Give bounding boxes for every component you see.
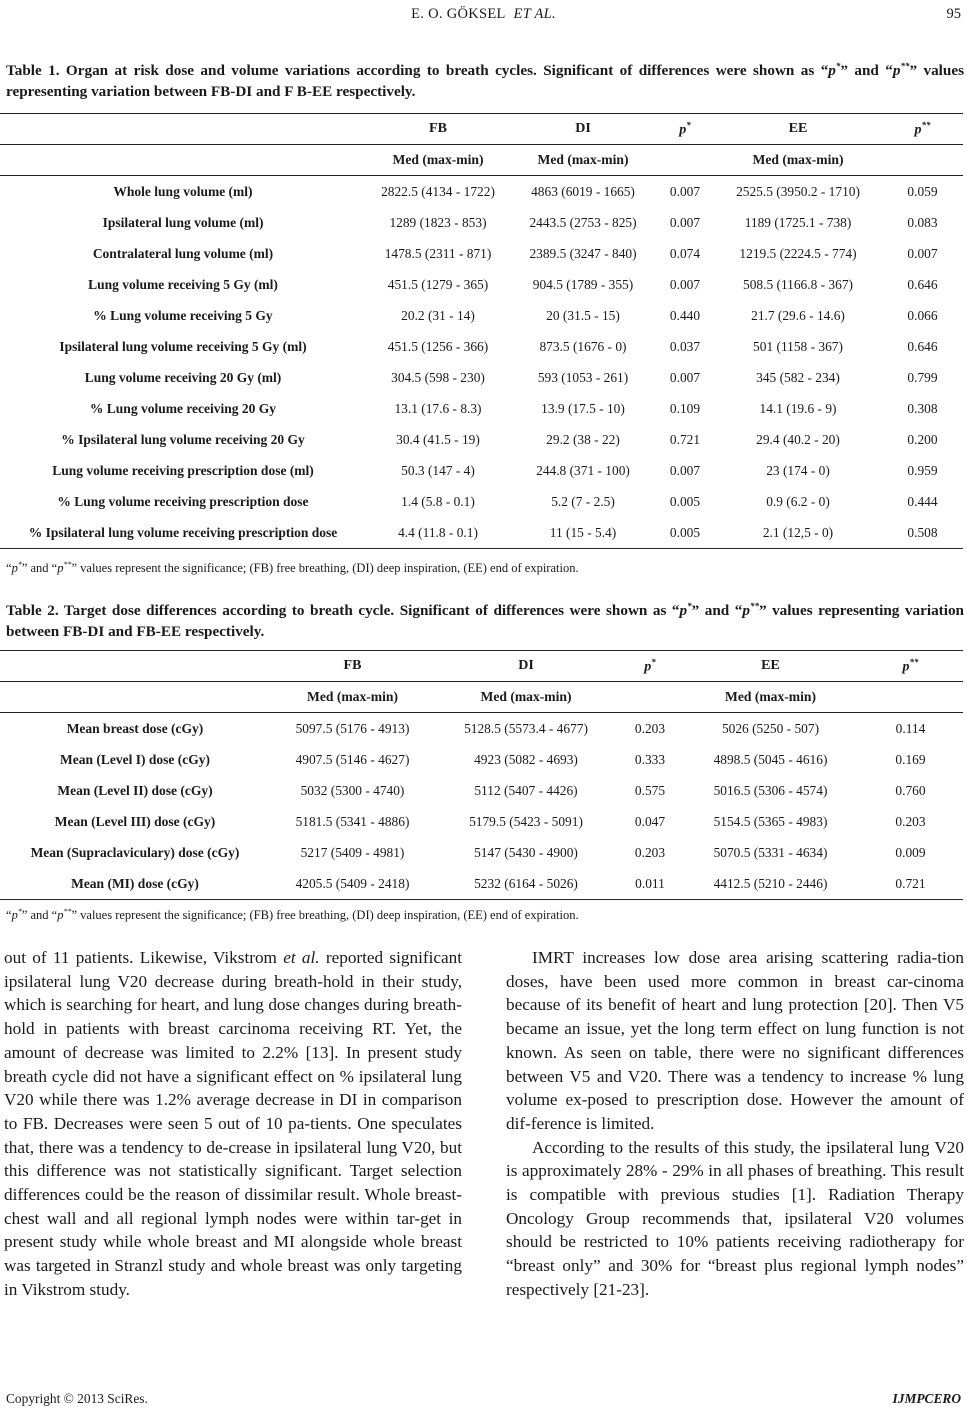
table-row bbox=[0, 455, 963, 486]
table-row bbox=[0, 837, 963, 868]
cell-p1: 0.037 bbox=[669, 338, 701, 354]
cell-ee: 2525.5 (3950.2 - 1710) bbox=[736, 183, 860, 199]
table1-subheader-row bbox=[0, 145, 963, 176]
table-row bbox=[0, 362, 963, 393]
subheader-ee: Med (max-min) bbox=[714, 145, 882, 176]
cell-ee: 4412.5 (5210 - 2446) bbox=[683, 868, 858, 900]
footer-journal: IJMPCERO bbox=[892, 1391, 961, 1406]
cell-p1: 0.203 bbox=[634, 844, 666, 860]
table2-header-row bbox=[0, 651, 963, 682]
row-label: Mean (MI) dose (cGy) bbox=[0, 868, 270, 900]
header-empty bbox=[0, 114, 366, 145]
cell-fb: 50.3 (147 - 4) bbox=[401, 462, 475, 478]
row-label: Ipsilateral lung volume (ml) bbox=[102, 214, 264, 230]
cell-p2: 0.959 bbox=[907, 462, 938, 478]
cell-fb: 2822.5 (4134 - 1722) bbox=[381, 183, 495, 199]
body-paragraph: out of 11 patients. Likewise, Vikstrom et al. reported significant ipsilateral lung V20 decrease during breath-hold in their study, which is searching for heart, and lung dose changes during breath-hold in patients with breast carcinoma receiving RT. Yet, the amount of decrease was limited to 2.2% [13]. In present study breath cycle did not have a significant effect on % ipsilateral lung V20 while there was 1.2% average decrease in DI in comparison to FB. Decreases were seen 5 out of 10 pa-tients. One speculates that, there was a tendency to de-crease in ipsilateral lung V20, but this difference was not statistically significant. Target selection differences could be the reason of dissimilar result. Whole breast-chest wall and all regional lymph nodes were within tar-get in present study while whole breast and MI alongside whole breast was targeted in Stranzl study and whole breast was only targeting in Vikstrom study. bbox=[4, 948, 462, 1299]
table1-footnote: “p*” and “p**” values represent the significance; (FB) free breathing, (DI) deep inspiration, (EE) end of expiration. bbox=[6, 560, 579, 576]
table-row bbox=[0, 331, 963, 362]
header-p2: p** bbox=[882, 114, 963, 145]
cell-p2: 0.114 bbox=[895, 720, 926, 736]
header-p1: p* bbox=[656, 114, 714, 145]
table2-caption: Table 2. Target dose differences according to breath cycle. Significant of differences were shown as “p*” and “p**” values representing variation between FB-DI and FB-EE respectively. bbox=[6, 601, 964, 641]
cell-di: 244.8 (371 - 100) bbox=[536, 462, 630, 478]
body-paragraph: IMRT increases low dose area arising scattering radia-tion doses, have been used more common in breast car-cinoma because of its benefit of heart and lung protection [20]. Then V5 became an issue, yet the long term effect on lung function is not known. As seen on table, there were no significant differences between V5 and V20. There was a tendency to increase % lung volume ex-posed to prescription dose. However the amount of dif-ference is limited. bbox=[506, 948, 964, 1133]
table2-subheader-row bbox=[0, 682, 963, 713]
cell-p1: 0.440 bbox=[669, 307, 701, 323]
header-ee: EE bbox=[683, 651, 858, 682]
cell-p2: 0.646 bbox=[907, 276, 938, 292]
cell-ee: 4898.5 (5045 - 4616) bbox=[713, 751, 828, 767]
cell-di: 5.2 (7 - 2.5) bbox=[551, 493, 615, 509]
row-label: Lung volume receiving prescription dose (ml) bbox=[52, 462, 314, 478]
body-left-column bbox=[4, 946, 462, 1302]
table1-caption: Table 1. Organ at risk dose and volume variations according to breath cycles. Significant of differences were shown as “p*” and “p**” values representing variation between FB-DI and F B-EE respectively. bbox=[6, 61, 964, 101]
subheader-ee: Med (max-min) bbox=[683, 682, 858, 713]
cell-p1: 0.011 bbox=[617, 868, 683, 900]
cell-di: 4863 (6019 - 1665) bbox=[531, 183, 635, 199]
cell-di: 5179.5 (5423 - 5091) bbox=[469, 813, 583, 829]
cell-fb: 5032 (5300 - 4740) bbox=[300, 782, 405, 798]
row-label: Mean (Supraclaviculary) dose (cGy) bbox=[30, 844, 240, 860]
cell-di: 20 (31.5 - 15) bbox=[546, 307, 620, 323]
cell-ee: 14.1 (19.6 - 9) bbox=[759, 400, 837, 416]
cell-ee: 5154.5 (5365 - 4983) bbox=[713, 813, 828, 829]
cell-p2: 0.059 bbox=[907, 183, 938, 199]
cell-di: 5112 (5407 - 4426) bbox=[474, 782, 578, 798]
table-row bbox=[0, 238, 963, 269]
cell-fb: 13.1 (17.6 - 8.3) bbox=[394, 400, 482, 416]
header-fb: FB bbox=[270, 651, 435, 682]
subheader-di: Med (max-min) bbox=[435, 682, 617, 713]
cell-p1: 0.333 bbox=[634, 751, 666, 767]
cell-fb: 451.5 (1279 - 365) bbox=[387, 276, 489, 292]
cell-ee: 2.1 (12,5 - 0) bbox=[714, 517, 882, 549]
cell-ee: 501 (1158 - 367) bbox=[753, 338, 843, 354]
cell-di: 5128.5 (5573.4 - 4677) bbox=[464, 720, 588, 736]
row-label: Mean (Level I) dose (cGy) bbox=[60, 751, 210, 767]
row-label: Whole lung volume (ml) bbox=[113, 183, 253, 199]
cell-p1: 0.007 bbox=[669, 276, 701, 292]
cell-fb: 5097.5 (5176 - 4913) bbox=[295, 720, 410, 736]
cell-p1: 0.007 bbox=[669, 183, 701, 199]
cell-p2: 0.799 bbox=[907, 369, 938, 385]
running-head bbox=[0, 6, 967, 26]
cell-di: 11 (15 - 5.4) bbox=[510, 517, 656, 549]
row-label: % Lung volume receiving prescription dose bbox=[57, 493, 309, 509]
cell-p1: 0.721 bbox=[669, 431, 701, 447]
table-row bbox=[0, 300, 963, 331]
cell-fb: 451.5 (1256 - 366) bbox=[387, 338, 489, 354]
cell-fb: 304.5 (598 - 230) bbox=[391, 369, 485, 385]
cell-p1: 0.007 bbox=[669, 462, 701, 478]
cell-p1: 0.005 bbox=[669, 493, 701, 509]
table-row bbox=[0, 207, 963, 238]
subheader-fb: Med (max-min) bbox=[366, 145, 510, 176]
cell-ee: 5016.5 (5306 - 4574) bbox=[713, 782, 828, 798]
header-p1: p* bbox=[617, 651, 683, 682]
cell-ee: 1189 (1725.1 - 738) bbox=[744, 214, 852, 230]
cell-p1: 0.047 bbox=[634, 813, 666, 829]
cell-di: 873.5 (1676 - 0) bbox=[539, 338, 627, 354]
footer-copyright: Copyright © 2013 SciRes. bbox=[6, 1391, 148, 1406]
cell-ee: 1219.5 (2224.5 - 774) bbox=[739, 245, 857, 261]
body-paragraph: According to the results of this study, the ipsilateral lung V20 is approximately 28% - 29% in all phases of breathing. This result is compatible with previous studies [1]. Radiation Therapy Oncology Group recommends that, ipsilateral V20 volumes should be restricted to 10% patients receiving radiotherapy for “breast only” and 30% for “breast plus regional lymph nodes” respectively [21-23]. bbox=[506, 1137, 964, 1299]
cell-di: 5232 (6164 - 5026) bbox=[435, 868, 617, 900]
subheader-di: Med (max-min) bbox=[510, 145, 656, 176]
table-row bbox=[0, 486, 963, 517]
row-label: % Lung volume receiving 20 Gy bbox=[89, 400, 277, 416]
cell-fb: 20.2 (31 - 14) bbox=[401, 307, 475, 323]
row-label: Mean (Level II) dose (cGy) bbox=[57, 782, 213, 798]
cell-ee: 5070.5 (5331 - 4634) bbox=[713, 844, 828, 860]
cell-fb: 1478.5 (2311 - 871) bbox=[384, 245, 492, 261]
cell-p2: 0.646 bbox=[907, 338, 938, 354]
cell-p2: 0.200 bbox=[907, 431, 938, 447]
row-label: % Ipsilateral lung volume receiving prescription dose bbox=[0, 517, 366, 549]
table-row bbox=[0, 744, 963, 775]
row-label: % Ipsilateral lung volume receiving 20 Gy bbox=[61, 431, 305, 447]
cell-p2: 0.760 bbox=[895, 782, 926, 798]
cell-fb: 4907.5 (5146 - 4627) bbox=[295, 751, 410, 767]
cell-di: 593 (1053 - 261) bbox=[537, 369, 629, 385]
table-row bbox=[0, 868, 963, 900]
cell-p2: 0.721 bbox=[858, 868, 963, 900]
row-label: Mean (Level III) dose (cGy) bbox=[54, 813, 216, 829]
cell-di: 2443.5 (2753 - 825) bbox=[529, 214, 637, 230]
cell-p1: 0.007 bbox=[669, 369, 701, 385]
cell-di: 904.5 (1789 - 355) bbox=[532, 276, 634, 292]
cell-p1: 0.203 bbox=[634, 720, 666, 736]
cell-p2: 0.169 bbox=[895, 751, 926, 767]
body-right-column bbox=[506, 946, 964, 1302]
header-di: DI bbox=[435, 651, 617, 682]
cell-fb: 4205.5 (5409 - 2418) bbox=[270, 868, 435, 900]
cell-p2: 0.007 bbox=[907, 245, 938, 261]
table-row bbox=[0, 176, 963, 208]
subheader-fb: Med (max-min) bbox=[270, 682, 435, 713]
row-label: % Lung volume receiving 5 Gy bbox=[93, 307, 273, 323]
cell-ee: 345 (582 - 234) bbox=[756, 369, 840, 385]
cell-ee: 29.4 (40.2 - 20) bbox=[756, 431, 840, 447]
table-row bbox=[0, 393, 963, 424]
header-p2: p** bbox=[858, 651, 963, 682]
cell-p2: 0.308 bbox=[907, 400, 938, 416]
cell-di: 4923 (5082 - 4693) bbox=[474, 751, 578, 767]
cell-ee: 23 (174 - 0) bbox=[766, 462, 830, 478]
cell-p2: 0.083 bbox=[907, 214, 938, 230]
header-ee: EE bbox=[714, 114, 882, 145]
table-row bbox=[0, 713, 963, 745]
cell-p2: 0.444 bbox=[907, 493, 938, 509]
cell-fb: 5217 (5409 - 4981) bbox=[300, 844, 405, 860]
table1 bbox=[0, 113, 963, 549]
cell-fb: 30.4 (41.5 - 19) bbox=[396, 431, 480, 447]
table2-footnote: “p*” and “p**” values represent the significance; (FB) free breathing, (DI) deep inspiration, (EE) end of expiration. bbox=[6, 907, 579, 923]
cell-ee: 21.7 (29.6 - 14.6) bbox=[751, 307, 845, 323]
row-label: Contralateral lung volume (ml) bbox=[92, 245, 274, 261]
cell-di: 13.9 (17.5 - 10) bbox=[541, 400, 625, 416]
cell-p1: 0.109 bbox=[669, 400, 701, 416]
table-row bbox=[0, 806, 963, 837]
table2 bbox=[0, 650, 963, 900]
cell-fb: 5181.5 (5341 - 4886) bbox=[295, 813, 410, 829]
cell-p2: 0.009 bbox=[895, 844, 926, 860]
table-row bbox=[0, 517, 963, 549]
row-label: Lung volume receiving 5 Gy (ml) bbox=[88, 276, 278, 292]
row-label: Ipsilateral lung volume receiving 5 Gy (ml) bbox=[59, 338, 307, 354]
cell-ee: 0.9 (6.2 - 0) bbox=[766, 493, 830, 509]
cell-fb: 4.4 (11.8 - 0.1) bbox=[366, 517, 510, 549]
row-label: Lung volume receiving 20 Gy (ml) bbox=[84, 369, 282, 385]
page-number: 95 bbox=[946, 6, 961, 22]
cell-p1: 0.575 bbox=[634, 782, 666, 798]
cell-di: 29.2 (38 - 22) bbox=[546, 431, 620, 447]
cell-p2: 0.066 bbox=[907, 307, 938, 323]
cell-p1: 0.005 bbox=[656, 517, 714, 549]
cell-ee: 508.5 (1166.8 - 367) bbox=[743, 276, 853, 292]
cell-p1: 0.074 bbox=[669, 245, 701, 261]
cell-di: 5147 (5430 - 4900) bbox=[474, 844, 578, 860]
table-row bbox=[0, 269, 963, 300]
cell-p2: 0.508 bbox=[882, 517, 963, 549]
cell-p2: 0.203 bbox=[895, 813, 926, 829]
row-label: Mean breast dose (cGy) bbox=[66, 720, 204, 736]
running-head-authors: E. O. GÖKSEL ET AL. bbox=[411, 6, 556, 22]
table-row bbox=[0, 775, 963, 806]
cell-p1: 0.007 bbox=[669, 214, 701, 230]
cell-fb: 1289 (1823 - 853) bbox=[389, 214, 487, 230]
cell-ee: 5026 (5250 - 507) bbox=[721, 720, 820, 736]
header-empty bbox=[0, 651, 270, 682]
table1-header-row bbox=[0, 114, 963, 145]
header-di: DI bbox=[510, 114, 656, 145]
cell-di: 2389.5 (3247 - 840) bbox=[529, 245, 637, 261]
table-row bbox=[0, 424, 963, 455]
cell-fb: 1.4 (5.8 - 0.1) bbox=[401, 493, 475, 509]
header-fb: FB bbox=[366, 114, 510, 145]
